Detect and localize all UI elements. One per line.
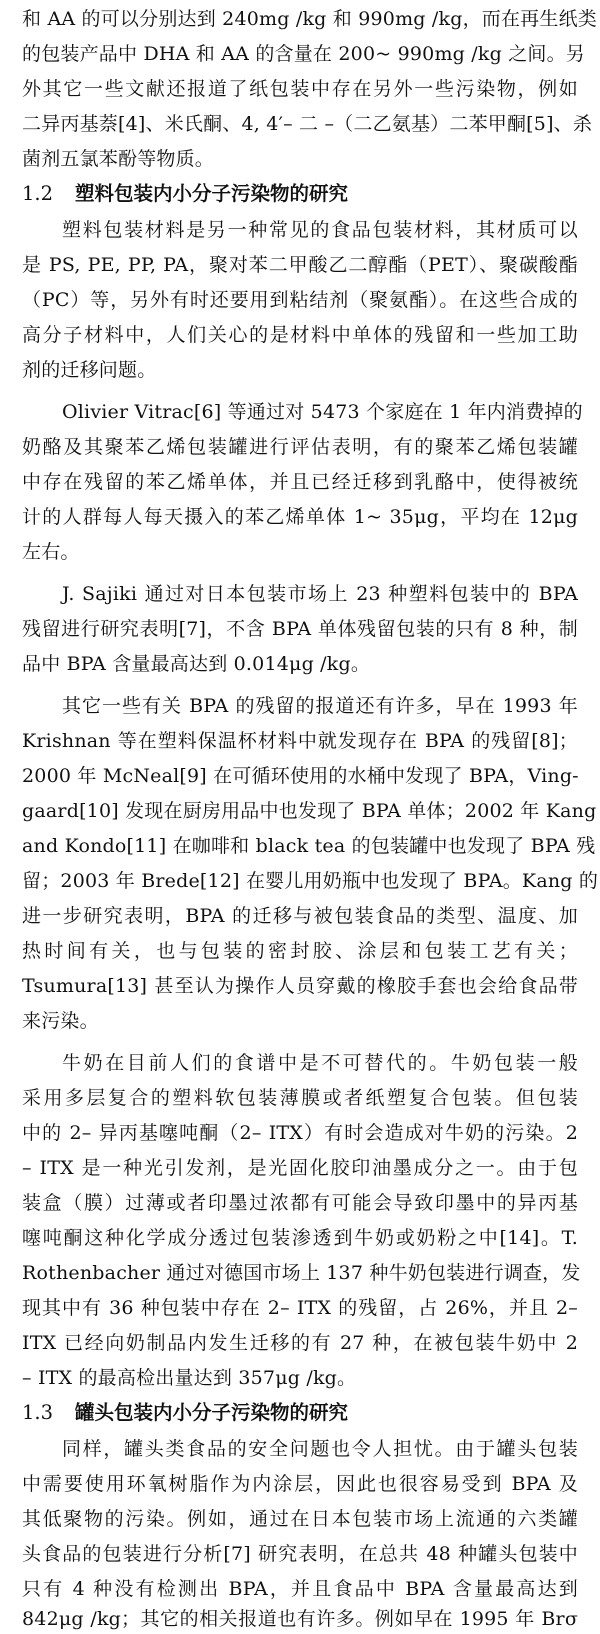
text-line: 进一步研究表明，BPA 的迁移与被包装食品的类型、温度、加: [22, 905, 578, 927]
text-line: 其低聚物的污染。例如，通过在日本包装市场上流通的六类罐: [22, 1508, 578, 1530]
text-line: 左右。: [22, 541, 80, 563]
text-line: Olivier Vitrac[6] 等通过对 5473 个家庭在 1 年内消费掉的: [62, 401, 583, 423]
text-line: 计的人群每人每天摄入的苯乙烯单体 1~ 35μg，平均在 12μg: [22, 506, 578, 528]
text-line: Tsumura[13] 甚至认为操作人员穿戴的橡胶手套也会给食品带: [22, 975, 578, 997]
section-heading: [22, 178, 578, 210]
text-line: Rothenbacher 通过对德国市场上 137 种牛奶包装进行调查，发: [22, 1262, 581, 1284]
text-line: 中的 2– 异丙基噻吨酮（2– ITX）有时会造成对牛奶的污染。2: [22, 1122, 578, 1144]
text-line: 噻吨酮这种化学成分透过包装渗透到牛奶或奶粉之中[14]。T.: [22, 1227, 578, 1249]
text-line: 来污染。: [22, 1010, 99, 1032]
text-line: 采用多层复合的塑料软包装薄膜或者纸塑复合包装。但包装: [22, 1087, 578, 1109]
text-line: – ITX 是一种光引发剂，是光固化胶印油墨成分之一。由于包: [22, 1157, 578, 1179]
text-line: 留；2003 年 Brede[12] 在婴儿用奶瓶中也发现了 BPA。Kang 的: [22, 870, 599, 892]
section-heading: [22, 1397, 578, 1429]
text-line: 842μg /kg；其它的相关报道也有许多。例如早在 1995 年 Brσ: [22, 1608, 578, 1630]
text-line: 是 PS, PE, PP, PA，聚对苯二甲酸乙二醇酯（PET）、聚碳酸酯: [22, 254, 578, 276]
section-title: 罐头包装内小分子污染物的研究: [75, 1401, 349, 1424]
text-line: 残留进行研究表明[7]，不含 BPA 单体残留包装的只有 8 种，制: [22, 618, 578, 640]
text-line: 高分子材料中，人们关心的是材料中单体的残留和一些加工助: [22, 324, 578, 346]
text-line: 二异丙基萘[4]、米氏酮、4, 4′– 二 –（二乙氨基）二苯甲酮[5]、杀: [22, 113, 593, 135]
text-line: 装盒（膜）过薄或者印墨过浓都有可能会导致印墨中的异丙基: [22, 1192, 578, 1214]
text-line: 同样，罐头类食品的安全问题也令人担忧。由于罐头包装: [62, 1438, 578, 1460]
text-line: 品中 BPA 含量最高达到 0.014μg /kg。: [22, 653, 371, 675]
text-line: 只有 4 种没有检测出 BPA，并且食品中 BPA 含量最高达到: [22, 1578, 578, 1600]
text-line: 的包装产品中 DHA 和 AA 的含量在 200~ 990mg /kg 之间。另: [22, 43, 585, 65]
text-line: Krishnan 等在塑料保温杯材料中就发现存在 BPA 的残留[8]；: [22, 730, 578, 752]
text-line: 2000 年 McNeal[9] 在可循环使用的水桶中发现了 BPA，Ving-: [22, 765, 579, 787]
text-line: 头食品的包装进行分析[7] 研究表明，在总共 48 种罐头包装中: [22, 1543, 578, 1565]
text-line: 和 AA 的可以分别达到 240mg /kg 和 990mg /kg，而在再生纸类: [22, 8, 597, 30]
text-line: 牛奶在目前人们的食谱中是不可替代的。牛奶包装一般: [62, 1052, 578, 1074]
text-line: 外其它一些文献还报道了纸包装中存在另外一些污染物，例如: [22, 78, 578, 100]
text-line: 热时间有关，也与包装的密封胶、涂层和包装工艺有关；: [22, 940, 578, 962]
text-line: – ITX 的最高检出量达到 357μg /kg。: [22, 1367, 357, 1389]
text-line: 中需要使用环氧树脂作为内涂层，因此也很容易受到 BPA 及: [22, 1473, 578, 1495]
text-line: 塑料包装材料是另一种常见的食品包装材料，其材质可以: [62, 219, 578, 241]
text-line: 现其中有 36 种包装中存在 2– ITX 的残留，占 26%，并且 2–: [22, 1297, 578, 1319]
text-line: ITX 已经向奶制品内发生迁移的有 27 种，在被包装牛奶中 2: [22, 1332, 578, 1354]
text-line: 中存在残留的苯乙烯单体，并且已经迁移到乳酪中，使得被统: [22, 471, 578, 493]
text-line: J. Sajiki 通过对日本包装市场上 23 种塑料包装中的 BPA: [62, 583, 578, 605]
text-line: and Kondo[11] 在咖啡和 black tea 的包装罐中也发现了 BPA 残: [22, 835, 596, 857]
text-line: 奶酪及其聚苯乙烯包装罐进行评估表明，有的聚苯乙烯包装罐: [22, 436, 578, 458]
section-title: 塑料包装内小分子污染物的研究: [75, 182, 349, 205]
text-line: 菌剂五氯苯酚等物质。: [22, 148, 215, 170]
section-number: 1.2: [22, 182, 54, 205]
text-line: gaard[10] 发现在厨房用品中也发现了 BPA 单体；2002 年 Kang: [22, 800, 597, 822]
text-line: 剂的迁移问题。: [22, 359, 157, 381]
section-number: 1.3: [22, 1401, 54, 1424]
text-line: 其它一些有关 BPA 的残留的报道还有许多，早在 1993 年: [62, 695, 578, 717]
text-line: （PC）等，另外有时还要用到粘结剂（聚氨酯）。在这些合成的: [22, 289, 578, 311]
